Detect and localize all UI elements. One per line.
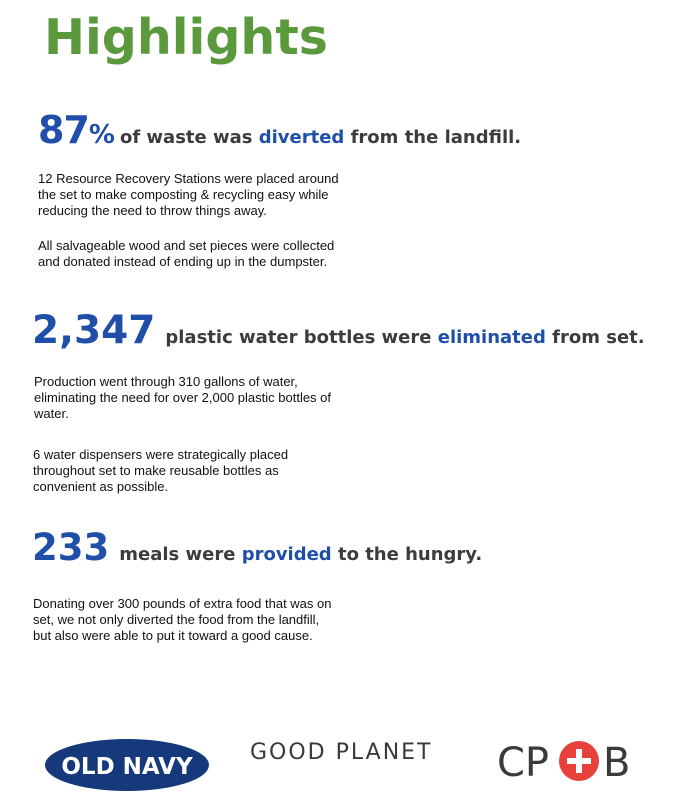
stat-text-before: of waste was <box>119 127 259 148</box>
stat-text-before: meals were <box>119 544 242 565</box>
cpob-logo <box>497 736 637 786</box>
stat-meals-provided <box>32 526 482 569</box>
paragraph-salvaged-wood: All salvageable wood and set pieces were collected and donated instead of ending up in the dumpster. <box>38 238 335 269</box>
paragraph-water-usage: Production went through 310 gallons of water, eliminating the need for over 2,000 plastic bottles of water. <box>34 374 332 421</box>
stat-highlight: provided <box>241 544 332 565</box>
stat-number: 233 <box>32 526 110 569</box>
cpob-text-right: B <box>603 740 631 786</box>
stat-text-after: from the landfill. <box>344 127 522 148</box>
stat-highlight: diverted <box>258 127 345 148</box>
stat-number: 87 <box>38 108 89 152</box>
stat-text-after: from set. <box>545 327 645 348</box>
percent-sign: % <box>88 120 114 150</box>
page-title: Highlights <box>44 9 328 66</box>
paragraph-food-donation: Donating over 300 pounds of extra food that was on set, we not only diverted the food from the landfill, but also were able to put it toward a good cause. <box>33 596 332 643</box>
cpob-text-left: CP <box>497 740 550 786</box>
paragraph-water-dispensers: 6 water dispensers were strategically placed throughout set to make reusable bottles as convenient as possible. <box>33 447 289 494</box>
old-navy-text: OLD NAVY <box>61 754 193 780</box>
stat-text-after: to the hungry. <box>331 544 483 565</box>
good-planet-logo: GOOD PLANET <box>250 740 433 765</box>
stat-bottles-eliminated <box>32 308 645 353</box>
paragraph-recovery-stations: 12 Resource Recovery Stations were placed around the set to make composting & recycling easy while reducing the need to throw things away. <box>38 171 339 218</box>
stat-text-before: plastic water bottles were <box>165 327 438 348</box>
stat-waste-diverted <box>38 108 521 152</box>
stat-number: 2,347 <box>32 308 156 353</box>
old-navy-logo <box>44 738 210 792</box>
stat-highlight: eliminated <box>437 327 546 348</box>
